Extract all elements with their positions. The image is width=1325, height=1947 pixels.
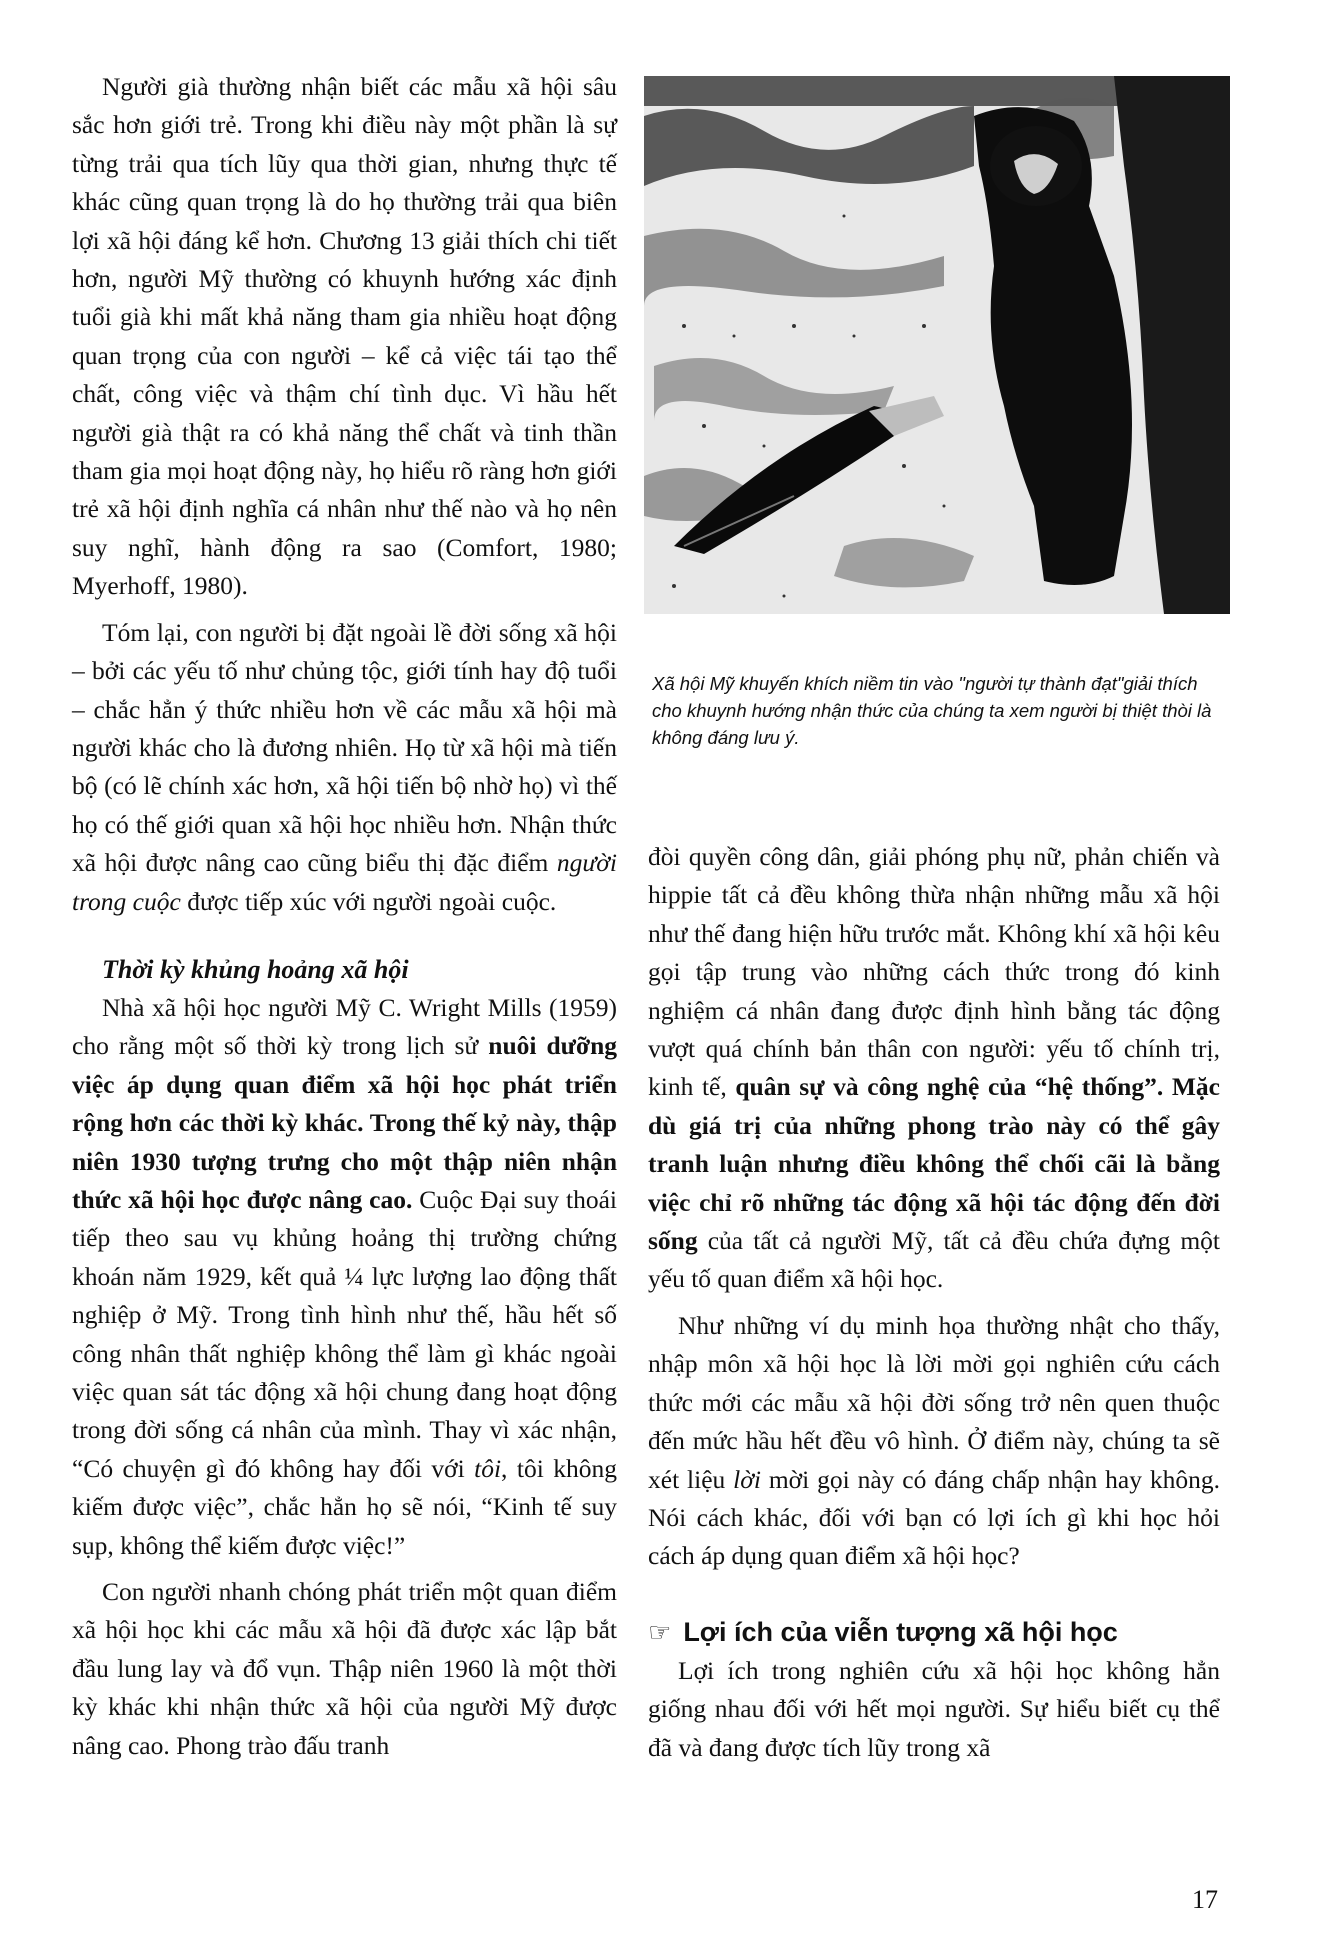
paragraph-text: của tất cả người Mỹ, tất cả đều chứa đựng một yếu tố quan điểm xã hội học. <box>648 1226 1220 1294</box>
subheading: Thời kỳ khủng hoảng xã hội <box>102 954 409 984</box>
paragraph-text: , tôi không kiếm được việc”, chắc hẳn họ sẽ nói, “Kinh tế suy sụp, không thể kiếm được việc!” <box>72 1453 617 1560</box>
paragraph-text: đòi quyền công dân, giải phóng phụ nữ, phản chiến và hippie tất cả đều không thừa nhận những mẫu xã hội như thế đang hiện hữu trước mắt. Không khí xã hội kêu gọi tập trung vào những cách thức trong đó kinh nghiệm cá nhân đang được định hình bằng tác động vượt quá chính bản thân con người: yếu tố chính trị, kinh tế, <box>648 842 1220 1102</box>
paragraph <box>72 614 617 921</box>
pointing-hand-icon: ☞ <box>648 1616 672 1647</box>
paragraph: Con người nhanh chóng phát triển một quan điểm xã hội học khi các mẫu xã hội đã được xác lập bắt đầu lung lay và đổ vụn. Thập niên 1960 là một thời kỳ khác khi nhận thức xã hội của người Mỹ được nâng cao. Phong trào đấu tranh <box>72 1577 617 1760</box>
right-column <box>648 838 1220 1775</box>
emphasis-text: lời <box>733 1464 761 1494</box>
bold-text: nuôi dưỡng việc áp dụng quan điểm xã hội học phát triển rộng hơn các thời kỳ khác. Trong thế kỷ này, thập niên 1930 tượng trưng cho một thập niên nhận thức xã hội học được nâng cao. <box>72 1031 618 1214</box>
paragraph: Lợi ích trong nghiên cứu xã hội học không hẳn giống nhau đối với hết mọi người. Sự hiểu biết cụ thể đã và đang được tích lũy trong xã <box>648 1655 1220 1762</box>
left-column <box>72 68 617 1773</box>
photo <box>644 76 1230 614</box>
paragraph-text: Nhà xã hội học người Mỹ C. Wright Mills (1959) cho rằng một số thời kỳ trong lịch sử <box>72 992 617 1061</box>
paragraph-text: Tóm lại, con người bị đặt ngoài lề đời sống xã hội – bởi các yếu tố như chủng tộc, giới tính hay độ tuổi – chắc hẳn ý thức nhiều hơn về các mẫu xã hội mà người khác cho là đương nhiên. Họ từ xã hội mà tiến bộ (có lẽ chính xác hơn, xã hội tiến bộ nhờ họ) vì thế họ có thế giới quan xã hội học nhiều hơn. Nhận thức xã hội được nâng cao cũng biểu thị đặc điểm <box>72 617 617 878</box>
paragraph-text: được tiếp xúc với người ngoài cuộc. <box>180 886 557 916</box>
paragraph <box>648 838 1220 1299</box>
paragraph-text: Như những ví dụ minh họa thường nhật cho thấy, nhập môn xã hội học là lời mời gọi nghiên cứu cách thức mới các mẫu xã hội đời sống trở nên quen thuộc đến mức hầu hết đều vô hình. Ở điểm này, chúng ta sẽ xét liệu <box>648 1310 1220 1494</box>
paragraph: Người già thường nhận biết các mẫu xã hội sâu sắc hơn giới trẻ. Trong khi điều này một phần là sự từng trải qua tích lũy qua thời gian, nhưng thực tế khác cũng quan trọng là do họ thường trải qua biên lợi xã hội đáng kể hơn. Chương 13 giải thích chi tiết hơn, người Mỹ thường có khuynh hướng xác định tuổi già khi mất khả năng tham gia nhiều hoạt động quan trọng của con người – kể cả việc tái tạo thể chất, công việc và thậm chí tình dục. Vì hầu hết người già thật ra có khả năng thể chất và tinh thần tham gia mọi hoạt động này, họ hiểu rõ ràng hơn giới trẻ xã hội định nghĩa cá nhân như thế nào và họ nên suy nghĩ, hành động ra sao (Comfort, 1980; Myerhoff, 1980). <box>72 72 617 601</box>
page-number: 17 <box>1192 1885 1218 1914</box>
section-heading-text: Lợi ích của viễn tượng xã hội học <box>683 1616 1118 1647</box>
paragraph <box>648 1307 1220 1576</box>
bold-text: quân sự và công nghệ của “hệ thống”. Mặc dù giá trị của những phong trào này có thể gây tranh luận nhưng điều không thể chối cãi là bằng việc chỉ rõ những tác động xã hội tác động đến đời sống <box>648 1072 1220 1256</box>
photo-image <box>644 76 1230 614</box>
section-heading <box>648 1612 1220 1652</box>
paragraph <box>72 989 617 1565</box>
photo-caption: Xã hội Mỹ khuyến khích niềm tin vào "người tự thành đạt"giải thích cho khuynh hướng nhận thức của chúng ta xem người bị thiệt thòi là không đáng lưu ý. <box>652 673 1212 748</box>
paragraph-text: Cuộc Đại suy thoái tiếp theo sau vụ khủng hoảng thị trường chứng khoán năm 1929, kết quả ¼ lực lượng lao động thất nghiệp ở Mỹ. Trong tình hình như thế, hầu hết số công nhân thất nghiệp không thể làm gì khác ngoài việc quan sát tác động xã hội chung đang hoạt động trong đời sống cá nhân của mình. Thay vì xác nhận, “Có chuyện gì đó không hay đối với <box>72 1184 617 1483</box>
emphasis-text: người trong cuộc <box>72 848 617 916</box>
emphasis-text: tôi <box>474 1453 502 1483</box>
paragraph-text: mời gọi này có đáng chấp nhận hay không. Nói cách khác, đối với bạn có lợi ích gì khi học hỏi cách áp dụng quan điểm xã hội học? <box>648 1464 1221 1571</box>
